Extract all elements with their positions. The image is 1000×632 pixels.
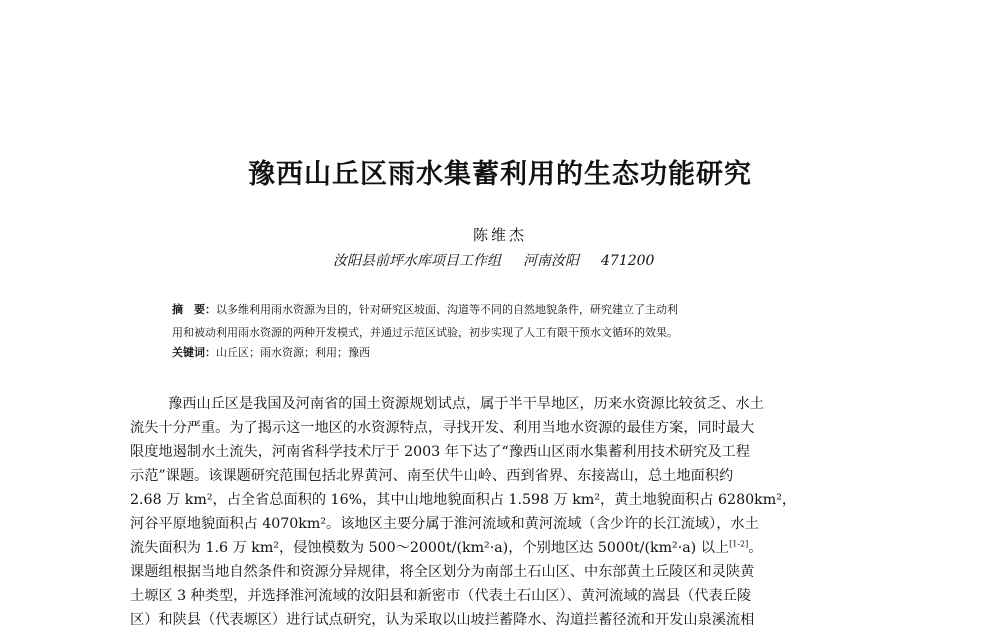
affiliation-org: 汝阳县前坪水库项目工作组 [333, 253, 501, 269]
body-line: 示范”课题。该课题研究范围包括北界黄河、南至伏牛山岭、西到省界、东接嵩山，总土地面积约 [130, 468, 734, 484]
keywords [172, 344, 370, 360]
body-line-with-citation [130, 536, 890, 560]
body-text [130, 392, 890, 632]
abstract-line-1 [172, 298, 872, 321]
citation-reference: [1-2] [729, 539, 749, 549]
keywords-label: 关键词： [172, 346, 216, 359]
body-line: 流失十分严重。为了揭示这一地区的水资源特点，寻找开发、利用当地水资源的最佳方案，同时最大 [130, 420, 755, 436]
author-name: 陈维杰 [472, 226, 527, 244]
abstract [172, 298, 872, 344]
body-line: 限度地遏制水土流失，河南省科学技术厅于 2003 年下达了“豫西山区雨水集蓄利用技术研究及工程 [130, 444, 750, 460]
body-line: 土塬区 3 种类型，并选择淮河流域的汝阳县和新密市（代表土石山区）、黄河流域的嵩县（代表丘陵 [130, 588, 752, 604]
body-line: 课题组根据当地自然条件和资源分异规律，将全区划分为南部土石山区、中东部黄土丘陵区和灵陕黄 [130, 564, 755, 580]
body-line-end: 。 [748, 540, 763, 556]
affiliation-place: 河南汝阳 [523, 253, 579, 269]
abstract-line-2: 用和被动利用雨水资源的两种开发模式，并通过示范区试验，初步实现了人工有限干预水文循环的效果。 [172, 326, 678, 339]
body-line: 区）和陕县（代表塬区）进行试点研究，认为采取以山坡拦蓄降水、沟道拦蓄径流和开发山泉溪流相 [130, 612, 755, 628]
body-line: 2.68 万 km²，占全省总面积的 16%，其中山地地貌面积占 1.598 万 km²，黄土地貌面积占 6280km²， [130, 492, 797, 508]
body-line: 豫西山丘区是我国及河南省的国土资源规划试点，属于半干旱地区，历来水资源比较贫乏、水土 [168, 396, 764, 412]
keywords-text: 山丘区；雨水资源；利用；豫西 [216, 346, 370, 359]
paper-title: 豫西山丘区雨水集蓄利用的生态功能研究 [248, 159, 752, 190]
abstract-label: 摘 要： [172, 303, 216, 316]
affiliation [333, 250, 654, 270]
body-line-text: 流失面积为 1.6 万 km²，侵蚀模数为 500～2000t/(km²·a)，个别地区达 5000t/(km²·a) 以上 [130, 540, 730, 556]
affiliation-zip: 471200 [601, 253, 655, 269]
body-line: 河谷平原地貌面积占 4070km²。该地区主要分属于淮河流域和黄河流域（含少许的长江流域），水土 [130, 516, 759, 532]
abstract-text-1: 以多维利用雨水资源为目的，针对研究区坡面、沟道等不同的自然地貌条件，研究建立了主动利 [216, 303, 678, 316]
